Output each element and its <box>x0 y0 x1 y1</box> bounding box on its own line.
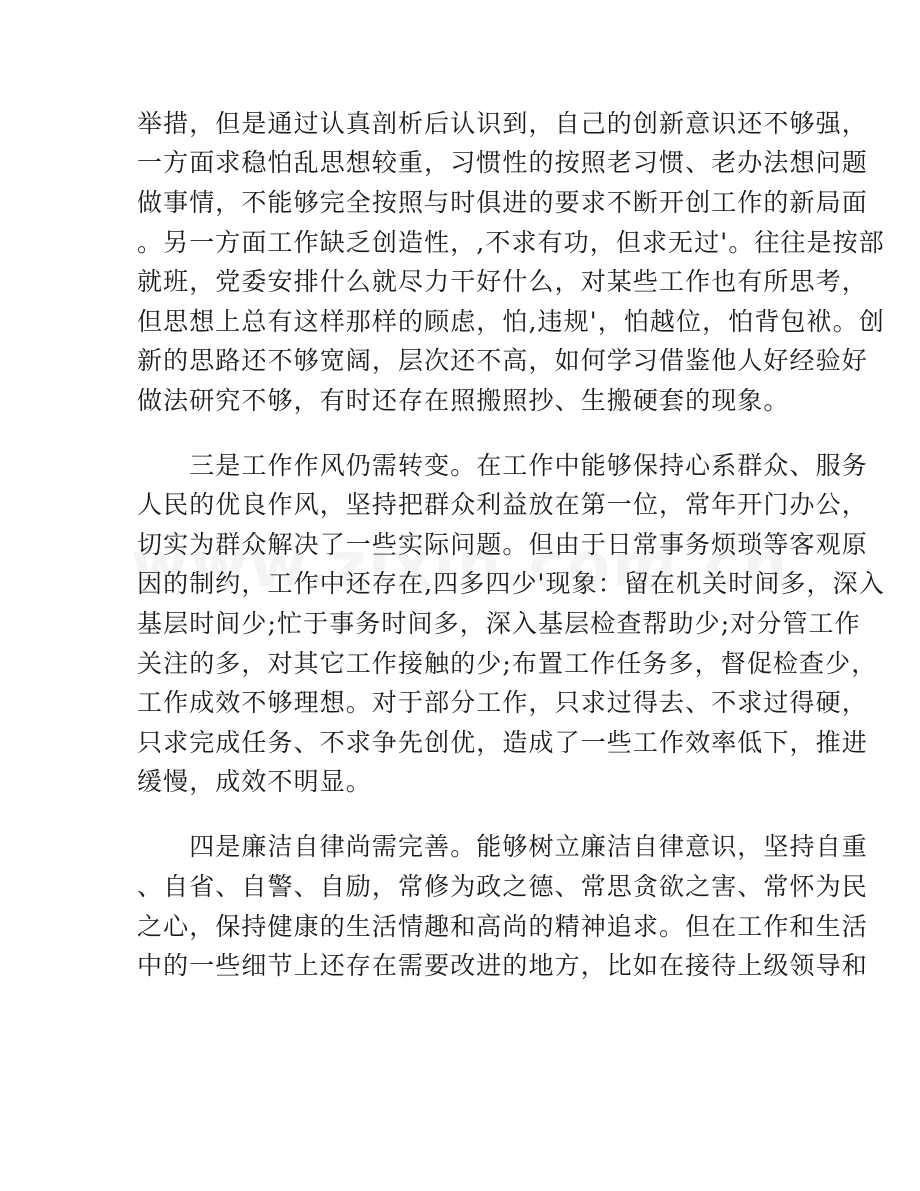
text-line: 就班，党委安排什么就尽力干好什么，对某些工作也有所思考， <box>137 267 868 296</box>
text-line: 举措，但是通过认真剖析后认识到，自己的创新意识还不够强， <box>137 109 868 138</box>
text-line: 切实为群众解决了一些实际问题。但由于日常事务烦琐等客观原 <box>137 530 868 559</box>
text-line: 。另一方面工作缺乏创造性，,不求有功，但求无过'。往往是按部 <box>137 228 885 257</box>
text-line: 但思想上总有这样那样的顾虑，怕,违规'，怕越位，怕背包袱。创 <box>137 307 885 336</box>
text-line: 关注的多，对其它工作接触的少;布置工作任务多，督促检查少， <box>137 649 878 678</box>
text-line: 人民的优良作风，坚持把群众利益放在第一位，常年开门办公， <box>137 490 868 519</box>
text-line: 中的一些细节上还存在需要改进的地方，比如在接待上级领导和 <box>137 951 868 980</box>
text-line: 、自省、自警、自励，常修为政之德、常思贪欲之害、常怀为民 <box>137 872 868 901</box>
text-line: 缓慢，成效不明显。 <box>137 767 372 796</box>
text-line: 只求完成任务、不求争先创优，造成了一些工作效率低下，推进 <box>137 728 868 757</box>
text-line: 工作成效不够理想。对于部分工作，只求过得去、不求过得硬， <box>137 688 868 717</box>
text-line: 三是工作作风仍需转变。在工作中能够保持心系群众、服务 <box>137 451 868 480</box>
text-line: 一方面求稳怕乱思想较重，习惯性的按照老习惯、老办法想问题 <box>137 148 868 177</box>
text-line: 基层时间少;忙于事务时间多，深入基层检查帮助少;对分管工作 <box>137 609 861 638</box>
text-line: 四是廉洁自律尚需完善。能够树立廉洁自律意识，坚持自重 <box>137 832 868 861</box>
text-line: 做法研究不够，有时还存在照搬照抄、生搬硬套的现象。 <box>137 386 790 415</box>
text-line: 因的制约，工作中还存在,四多四少'现象：留在机关时间多，深入 <box>137 569 885 598</box>
text-line: 做事情，不能够完全按照与时俱进的要求不断开创工作的新局面 <box>137 188 868 217</box>
text-line: 新的思路还不够宽阔，层次还不高，如何学习借鉴他人好经验好 <box>137 346 868 375</box>
text-line: 之心，保持健康的生活情趣和高尚的精神追求。但在工作和生活 <box>137 912 868 941</box>
